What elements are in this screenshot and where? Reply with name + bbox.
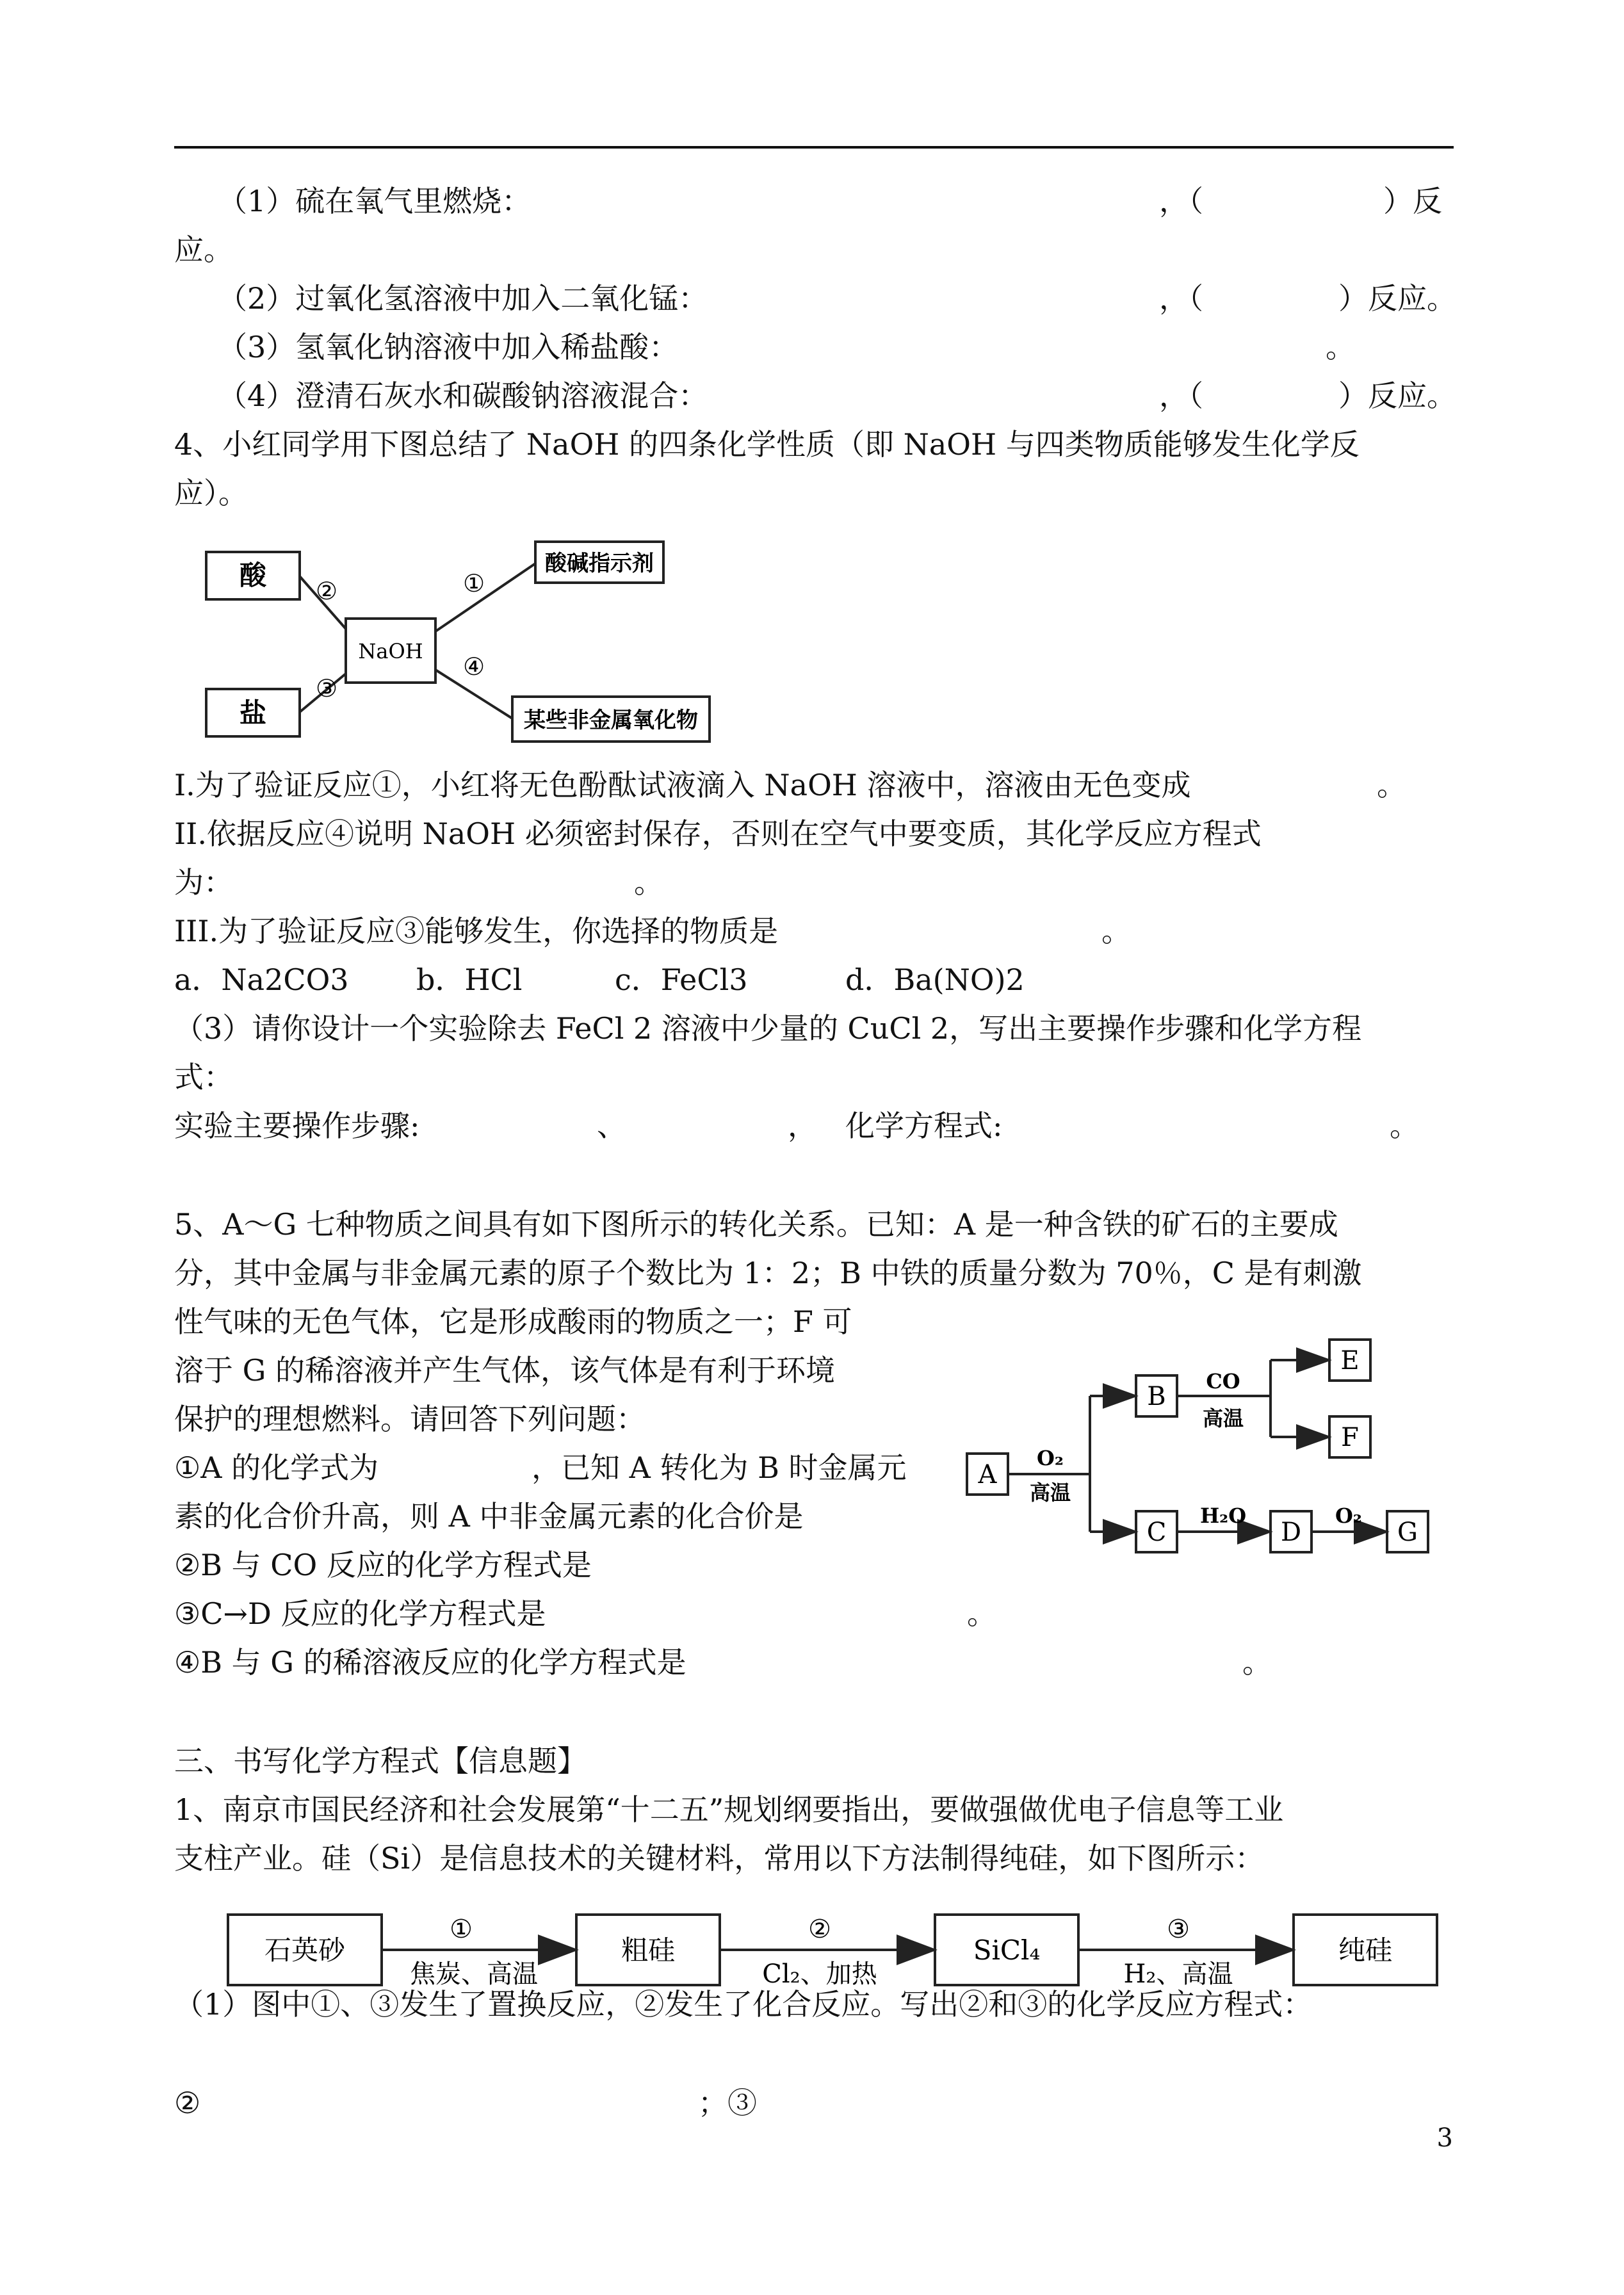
- q5-line4: 溶于 G 的稀溶液并产生气体，该气体是有利于环境: [174, 1353, 835, 1388]
- step1-cond: 焦炭、高温: [410, 1959, 538, 1989]
- naoh-label: NaOH: [358, 639, 423, 663]
- oxide-label: 某些非金属氧化物: [524, 708, 698, 733]
- num-4: ④: [462, 653, 485, 681]
- s3-q1-ans-a: ②: [174, 2086, 201, 2120]
- q3-3-text: （3）氢氧化钠溶液中加入稀盐酸：: [218, 330, 679, 364]
- q4-3-line2: 式：: [174, 1060, 233, 1094]
- step1-num: ①: [450, 1915, 473, 1944]
- q4-3-steps: 实验主要操作步骤:: [174, 1108, 420, 1143]
- cond-co: CO: [1206, 1369, 1240, 1393]
- salt-label: 盐: [239, 697, 267, 729]
- q4-3-sep: 、: [597, 1108, 626, 1143]
- q5-a2: 素的化合价升高，则 A 中非金属元素的化合价是: [174, 1499, 804, 1534]
- cond-o2-a: O₂: [1037, 1446, 1064, 1470]
- s3-q1-line2: 支柱产业。硅（Si）是信息技术的关键材料，常用以下方法制得纯硅，如下图所示：: [174, 1841, 1265, 1876]
- q4-III-end: 。: [1101, 914, 1131, 948]
- q3-3-end: 。: [1326, 330, 1355, 364]
- flow-box3: SiCl₄: [973, 1934, 1041, 1966]
- section3-title: 三、书写化学方程式【信息题】: [174, 1744, 587, 1778]
- q5-d-end: 。: [1242, 1645, 1272, 1680]
- acid-label: 酸: [239, 560, 267, 591]
- cond-gaowen-a: 高温: [1029, 1480, 1071, 1505]
- num-3: ③: [315, 674, 338, 702]
- q5-d: ④B 与 G 的稀溶液反应的化学方程式是: [174, 1645, 686, 1680]
- label-c: C: [1146, 1518, 1167, 1547]
- q3-4-mid: ，（: [1159, 378, 1203, 413]
- q3-1-text: （1）硫在氧气里燃烧：: [218, 184, 532, 218]
- q3-2-text: （2）过氧化氢溶液中加入二氧化锰：: [218, 281, 708, 316]
- q4-II-2-end: 。: [634, 865, 663, 900]
- label-f: F: [1341, 1423, 1359, 1452]
- step2-cond: Cl₂、加热: [762, 1959, 877, 1989]
- q5-line2: 分，其中金属与非金属元素的原子个数比为 1：2；B 中铁的质量分数为 70％，C 是有刺激: [174, 1256, 1362, 1290]
- label-d: D: [1280, 1518, 1302, 1547]
- q4-I: I.为了验证反应①，小红将无色酚酞试液滴入 NaOH 溶液中，溶液由无色变成: [174, 768, 1191, 802]
- q3-4-end: ）反应。: [1338, 378, 1456, 413]
- q4-3-line1: （3）请你设计一个实验除去 FeCl 2 溶液中少量的 CuCl 2，写出主要操作步骤和化学方程: [174, 1011, 1362, 1046]
- silicon-flow-diagram: [218, 1902, 1454, 1998]
- ag-diagram: [954, 1332, 1441, 1588]
- option-a: a．Na2CO3: [174, 962, 349, 997]
- label-e: E: [1340, 1346, 1360, 1375]
- q3-4-text: （4）澄清石灰水和碳酸钠溶液混合：: [218, 378, 708, 413]
- label-a: A: [978, 1460, 997, 1489]
- q4-line1: 4、小红同学用下图总结了 NaOH 的四条化学性质（即 NaOH 与四类物质能够发生化学反: [174, 427, 1360, 462]
- q4-III: III.为了验证反应③能够发生，你选择的物质是: [174, 914, 779, 948]
- indicator-label: 酸碱指示剂: [545, 551, 654, 576]
- q4-3-eq: 化学方程式:: [845, 1108, 1003, 1143]
- label-g: G: [1397, 1518, 1418, 1547]
- cond-gaowen-b: 高温: [1202, 1406, 1244, 1431]
- q3-2-end: ）反应。: [1338, 281, 1456, 316]
- q3-1-end: ）反: [1383, 184, 1442, 218]
- s3-q1-ans-sep: ；③: [698, 2086, 757, 2120]
- option-d: d．Ba(NO)2: [845, 962, 1025, 997]
- naoh-diagram: [192, 535, 724, 747]
- flow-box1: 石英砂: [264, 1934, 346, 1966]
- q3-1-mid: ，（: [1159, 184, 1203, 218]
- q4-I-end: 。: [1377, 768, 1406, 802]
- q5-line5: 保护的理想燃料。请回答下列问题：: [174, 1402, 646, 1436]
- step3-cond: H₂、高温: [1123, 1959, 1233, 1989]
- q4-3-comma: ，: [788, 1108, 817, 1143]
- q4-II-1: II.依据反应④说明 NaOH 必须密封保存，否则在空气中要变质，其化学反应方程式: [174, 816, 1262, 851]
- q5-c-end: 。: [967, 1596, 996, 1631]
- q5-line3: 性气味的无色气体，它是形成酸雨的物质之一；F 可: [174, 1304, 852, 1339]
- q5-a: ①A 的化学式为: [174, 1450, 379, 1485]
- q4-3-end: 。: [1390, 1108, 1419, 1143]
- s3-q1-line1: 1、南京市国民经济和社会发展第“十二五”规划纲要指出，要做强做优电子信息等工业: [174, 1792, 1284, 1827]
- step3-num: ③: [1167, 1915, 1190, 1944]
- header-rule: [174, 146, 1454, 149]
- q5-line1: 5、A～G 七种物质之间具有如下图所示的转化关系。已知：A 是一种含铁的矿石的主要成: [174, 1207, 1338, 1242]
- num-1: ①: [462, 569, 485, 597]
- step2-num: ②: [808, 1915, 831, 1944]
- s3-q1-sub1: （1）图中①、③发生了置换反应，②发生了化合反应。写出②和③的化学反应方程式：: [174, 1987, 1313, 2022]
- q5-c: ③C→D 反应的化学方程式是: [174, 1596, 546, 1631]
- cond-o2-d: O₂: [1335, 1504, 1362, 1528]
- flow-box2: 粗硅: [621, 1934, 676, 1966]
- q5-b: ②B 与 CO 反应的化学方程式是: [174, 1548, 592, 1582]
- option-c: c．FeCl3: [615, 962, 748, 997]
- q3-2-mid: ，（: [1159, 281, 1203, 316]
- q4-line2: 应）。: [174, 476, 248, 510]
- option-b: b．HCl: [416, 962, 523, 997]
- page-number: 3: [1436, 2123, 1453, 2153]
- q3-1b: 应。: [174, 232, 233, 267]
- flow-box4: 纯硅: [1338, 1934, 1393, 1966]
- label-b: B: [1147, 1382, 1166, 1411]
- num-2: ②: [315, 577, 338, 605]
- q5-a-rest: ，已知 A 转化为 B 时金属元: [532, 1450, 907, 1485]
- cond-h2o: H₂O: [1199, 1504, 1247, 1528]
- q4-II-2: 为：: [174, 865, 233, 900]
